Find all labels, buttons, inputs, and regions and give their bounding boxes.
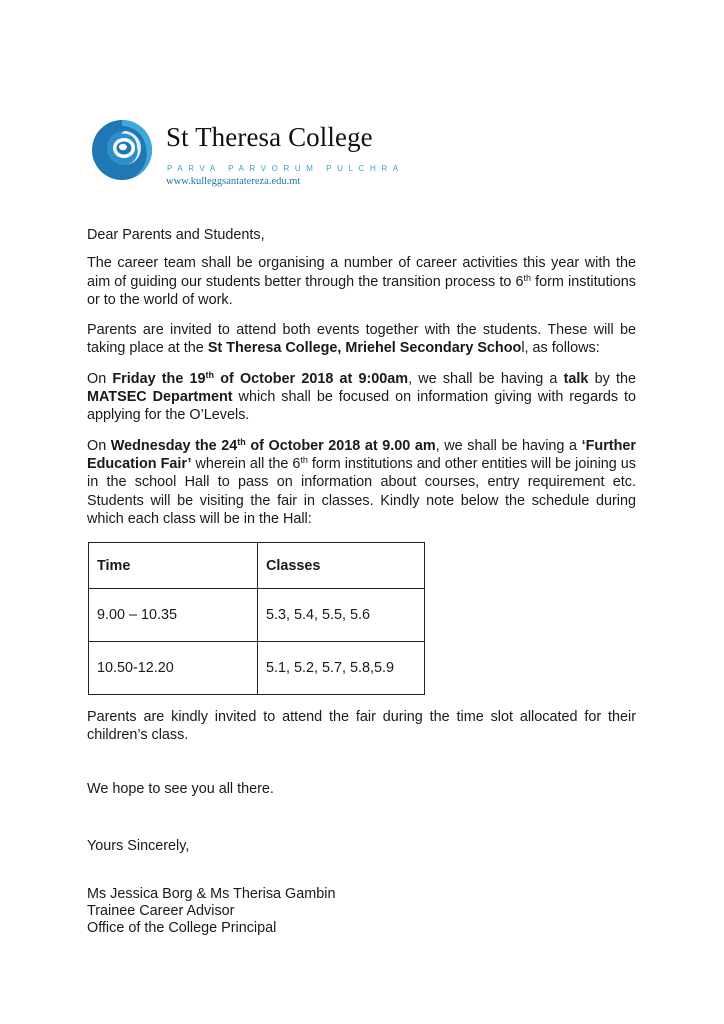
text-run: The career team shall be organising a number of career activities this year with the aim of guiding our students better through the transition process to 6	[87, 255, 636, 290]
event-name: ‘Further Education Fair’	[87, 437, 636, 472]
text-run: form institutions and other entities will be joining us in the school Hall to pass on information about courses, entry requirement etc. Students will be visiting the fair in classes. Kindly note below the schedule during which each class will be in the Hall:	[87, 455, 636, 527]
venue: St Theresa College, Mriehel Secondary Schoo	[207, 340, 522, 357]
schedule-table	[88, 542, 425, 695]
attendance-text: Parents are kindly invited to attend the fair during the time slot allocated for their children’s class.	[87, 709, 636, 744]
fair-date-time: of October 2018 at 9.00 am	[245, 437, 436, 454]
table-row	[89, 589, 425, 642]
department: MATSEC Department	[87, 389, 233, 406]
classes-cell: 5.3, 5.4, 5.5, 5.6	[258, 589, 425, 642]
college-name: St Theresa College	[166, 122, 373, 152]
text-run: l, as follows:	[521, 340, 600, 357]
paragraph-talk	[87, 370, 636, 425]
paragraph-fair	[87, 437, 636, 528]
text-run: On	[87, 437, 111, 454]
time-cell: 9.00 – 10.35	[89, 589, 258, 642]
text-run: which shall be focused on information giving with regards to applying for the O’Levels.	[87, 389, 637, 424]
text-run: form institutions or to the world of work.	[87, 273, 636, 308]
fair-date: Wednesday the 24	[110, 437, 238, 454]
greeting: Dear Parents and Students,	[87, 227, 265, 243]
college-logo-icon	[91, 118, 155, 182]
event-type: talk	[563, 370, 589, 387]
superscript: th	[237, 436, 246, 447]
text-run: by the	[588, 370, 636, 387]
paragraph-attendance	[87, 708, 636, 745]
table-header-row	[89, 543, 425, 589]
paragraph-invitation	[87, 321, 636, 358]
letter-body	[87, 226, 636, 695]
superscript: th	[205, 369, 215, 380]
closing-remark: We hope to see you all there.	[87, 781, 274, 797]
text-run: , we shall be having a	[435, 437, 582, 454]
college-website: www.kulleggsantatereza.edu.mt	[166, 176, 301, 187]
talk-date: Friday the 19	[112, 370, 206, 387]
table-row	[89, 642, 425, 695]
text-run: wherein all the 6	[191, 455, 301, 472]
column-header-time: Time	[89, 543, 258, 589]
signatory-office: Office of the College Principal	[87, 920, 277, 937]
signature-block	[87, 886, 335, 938]
college-motto: PARVA PARVORUM PULCHRA	[167, 164, 404, 173]
signatory-title: Trainee Career Advisor	[87, 903, 235, 920]
time-cell: 10.50-12.20	[89, 642, 258, 695]
paragraph-intro	[87, 254, 636, 309]
superscript: th	[300, 454, 308, 465]
text-run: , we shall be having a	[408, 370, 564, 387]
text-run: On	[87, 370, 113, 387]
classes-cell: 5.1, 5.2, 5.7, 5.8,5.9	[258, 642, 425, 695]
column-header-classes: Classes	[258, 543, 425, 589]
valediction: Yours Sincerely,	[87, 838, 190, 854]
superscript: th	[523, 272, 531, 283]
signatory-names: Ms Jessica Borg & Ms Therisa Gambin	[87, 886, 336, 902]
talk-date-time: of October 2018 at 9:00am	[214, 370, 409, 387]
text-run: Parents are invited to attend both events together with the students. These will be taking place at the	[87, 322, 636, 357]
